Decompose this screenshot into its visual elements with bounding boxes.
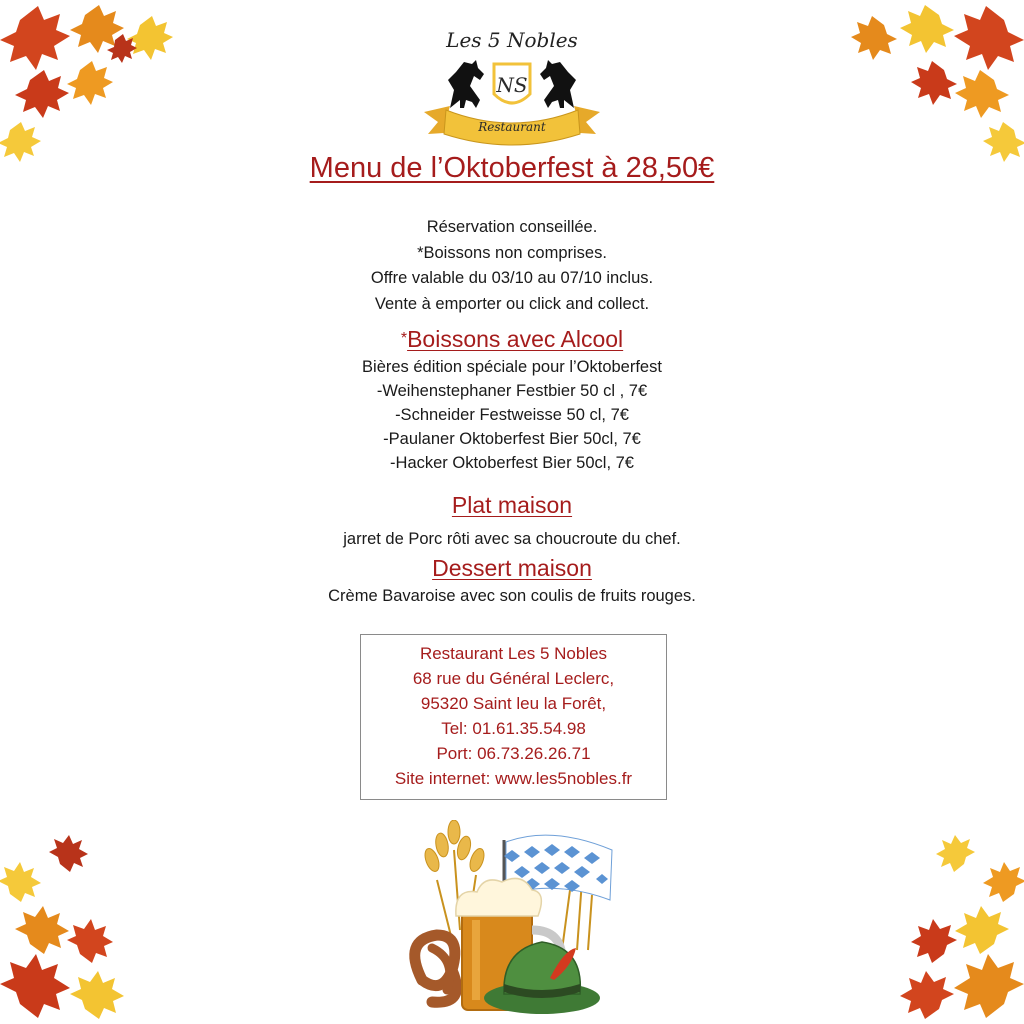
contact-phone: Tel: 01.61.35.54.98 [441,719,586,738]
page-title: Menu de l’Oktoberfest à 28,50€ [309,152,715,184]
logo-ribbon-label: Restaurant [478,120,546,134]
list-item: -Hacker Oktoberfest Bier 50cl, 7€ [390,454,634,472]
list-item: -Schneider Festweisse 50 cl, 7€ [395,406,629,424]
main-dish-title: Plat maison [451,492,573,518]
intro-line: Vente à emporter ou click and collect. [374,294,650,313]
list-item: -Paulaner Oktoberfest Bier 50cl, 7€ [383,430,641,448]
contact-website[interactable]: Site internet: www.les5nobles.fr [394,769,633,788]
dessert-heading [0,555,1024,582]
intro-block [0,215,1024,317]
autumn-leaves-bottom-right [814,814,1024,1024]
intro-line: Offre valable du 03/10 au 07/10 inclus. [370,269,654,287]
drinks-section-heading [0,326,1024,353]
contact-mobile: Port: 06.73.26.26.71 [436,744,591,763]
logo-monogram: NS [496,73,528,97]
drinks-asterisk: * [400,330,408,347]
drinks-title: Boissons avec Alcool [407,326,624,352]
horse-right-icon [540,60,576,108]
drinks-list [0,355,1024,475]
contact-city: 95320 Saint leu la Forêt, [420,694,607,713]
contact-restaurant-name: Restaurant Les 5 Nobles [419,644,608,663]
intro-line: *Boissons non comprises. [417,243,607,262]
main-dish-heading [0,492,1024,519]
oktoberfest-illustration [392,820,632,1020]
list-item: -Weihenstephaner Festbier 50 cl , 7€ [376,382,648,400]
autumn-leaves-bottom-left [0,814,210,1024]
horse-left-icon [448,60,484,108]
intro-line: Réservation conseillée. [426,218,598,236]
dessert-title: Dessert maison [432,555,592,581]
restaurant-logo [420,22,604,148]
pretzel-icon [415,935,457,1002]
list-item: Bières édition spéciale pour l’Oktoberfest [362,358,662,376]
contact-street: 68 rue du Général Leclerc, [412,669,615,688]
dessert-text: Crème Bavaroise avec son coulis de fruits rouges. [328,587,696,605]
main-dish-text: jarret de Porc rôti avec sa choucroute du chef. [343,530,681,548]
logo-name: Les 5 Nobles [446,28,578,52]
contact-box [360,634,667,800]
